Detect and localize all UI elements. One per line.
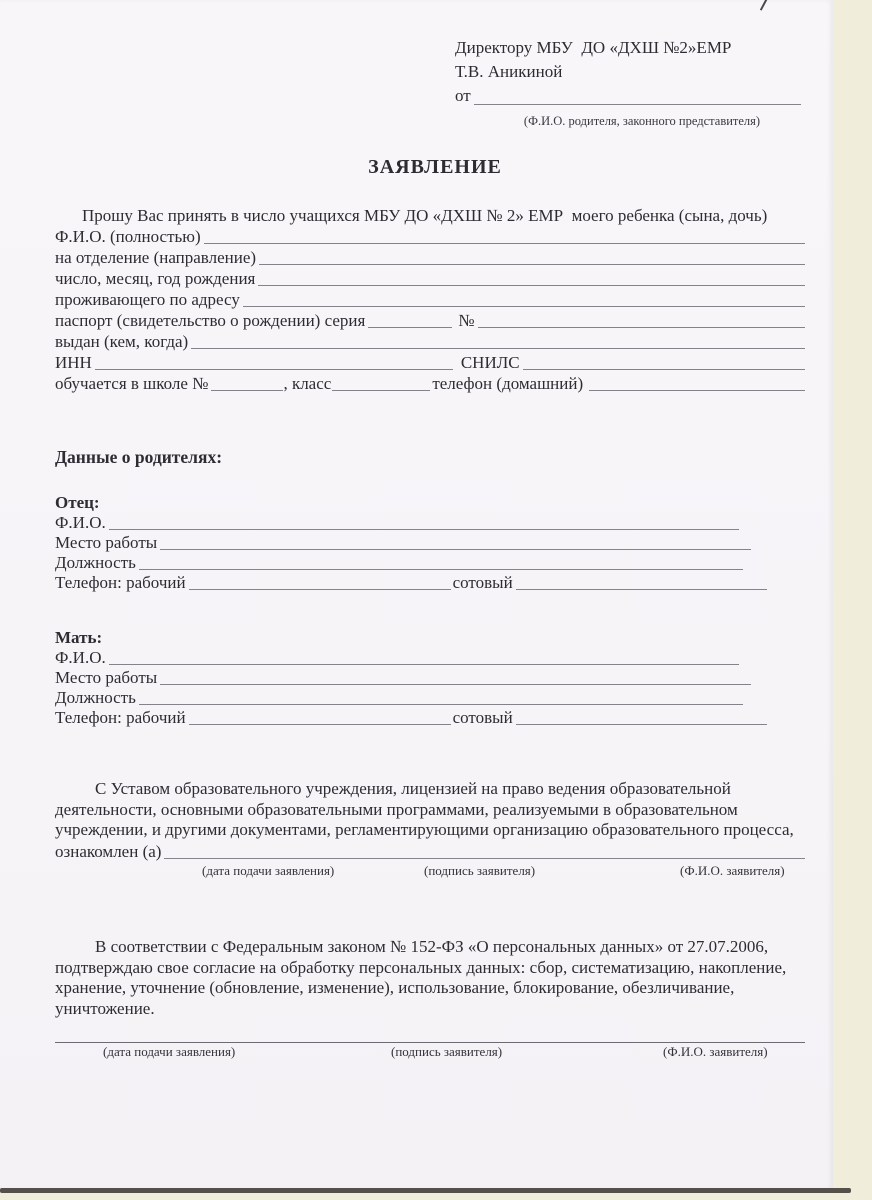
field-row-child-fio: [55, 226, 805, 247]
mother-title: Мать:: [55, 628, 103, 647]
inn-label: ИНН: [55, 353, 92, 372]
mother-work-row: [55, 668, 767, 688]
mother-phone-work-label: Телефон: рабочий: [55, 708, 186, 727]
charter-consent-tail: ознакомлен (а): [55, 841, 162, 861]
father-position-label: Должность: [55, 553, 136, 572]
personal-data-line-2: подтверждаю свое согласие на обработку персональных данных: сбор, систематизацию, накопление,: [55, 957, 787, 977]
personal-data-line-1: В соответствии с Федеральным законом № 152-ФЗ «О персональных данных» от 27.07.2006,: [95, 937, 769, 956]
recipient-line-2: Т.В. Аникиной: [455, 62, 563, 81]
mother-work-label: Место работы: [55, 668, 158, 687]
child-fio-label: Ф.И.О. (полностью): [55, 227, 201, 246]
father-work-blank-line: [160, 549, 751, 550]
charter-caption-fio: (Ф.И.О. заявителя): [680, 862, 785, 878]
mother-position-row: [55, 688, 767, 708]
father-position-blank-line: [139, 569, 743, 570]
form-title: ЗАЯВЛЕНИЕ: [368, 156, 502, 178]
mother-work-blank-line: [160, 684, 751, 685]
snils-label: СНИЛС: [460, 353, 520, 372]
school-label: обучается в школе №: [55, 374, 209, 393]
charter-consent-captions: [55, 862, 805, 879]
mother-phone-cell-label: сотовый: [452, 708, 513, 727]
charter-caption-signature: (подпись заявителя): [424, 862, 536, 878]
recipient-line-1: Директору МБУ ДО «ДХШ №2»ЕМР: [455, 38, 732, 57]
issued-label: выдан (кем, когда): [55, 332, 189, 351]
charter-consent-line-2: деятельности, основными образовательными программами, реализуемыми в образовательном: [55, 799, 738, 819]
charter-consent-blank-line: [164, 858, 805, 859]
parents-heading: Данные о родителях:: [55, 447, 223, 467]
address-blank-line: [243, 306, 805, 307]
phone-home-blank-line: [589, 390, 805, 391]
father-work-label: Место работы: [55, 533, 158, 552]
class-label: , класс: [283, 374, 332, 393]
address-label: проживающего по адресу: [55, 290, 240, 309]
field-row-passport: [55, 310, 805, 331]
inn-blank-line: [95, 369, 453, 370]
charter-consent-line-1: С Уставом образовательного учреждения, лицензией на право ведения образовательной: [95, 779, 731, 798]
father-fio-label: Ф.И.О.: [55, 513, 106, 532]
father-fio-blank-line: [109, 529, 739, 530]
father-section: [55, 492, 767, 593]
mother-section: [55, 627, 767, 728]
from-blank-line: [474, 104, 801, 105]
issued-blank-line: [191, 348, 805, 349]
birthdate-label: число, месяц, год рождения: [55, 269, 256, 288]
mother-phone-work-blank-line: [189, 724, 451, 725]
father-position-row: [55, 553, 767, 573]
passport-number-blank-line: [478, 327, 805, 328]
class-blank-line: [332, 390, 430, 391]
request-section: [55, 205, 805, 394]
father-phone-cell-label: сотовый: [452, 573, 513, 592]
field-row-issued: [55, 331, 805, 352]
father-title: Отец:: [55, 493, 100, 512]
mother-fio-blank-line: [109, 664, 739, 665]
charter-consent-line-3: учреждении, и другими документами, регламентирующими организацию образовательного процесса,: [55, 820, 794, 839]
from-label: от: [455, 86, 471, 105]
mother-position-label: Должность: [55, 688, 136, 707]
recipient-block: [455, 36, 801, 133]
father-phone-work-label: Телефон: рабочий: [55, 573, 186, 592]
from-row: [455, 84, 801, 108]
charter-consent-sign-row: [55, 841, 805, 862]
mother-position-blank-line: [139, 704, 743, 705]
personal-data-sign-blank-line: [55, 1028, 805, 1043]
personal-data-captions: [55, 1043, 805, 1060]
passport-series-blank-line: [368, 327, 452, 328]
charter-consent-section: [55, 779, 805, 879]
father-work-row: [55, 533, 767, 553]
field-row-birthdate: [55, 268, 805, 289]
scan-artifact-mark: [760, 0, 768, 11]
personal-data-consent-section: [55, 937, 805, 1060]
field-row-inn-snils: [55, 352, 805, 373]
department-blank-line: [259, 264, 805, 265]
snils-blank-line: [523, 369, 805, 370]
personal-data-caption-date: (дата подачи заявления): [103, 1044, 236, 1059]
from-caption: (Ф.И.О. родителя, законного представителя): [523, 114, 761, 128]
personal-data-caption-signature: (подпись заявителя): [391, 1044, 503, 1059]
mother-phone-cell-blank-line: [516, 724, 767, 725]
charter-caption-date: (дата подачи заявления): [202, 862, 335, 878]
passport-number-label: №: [458, 311, 475, 330]
field-row-school: [55, 373, 805, 394]
birthdate-blank-line: [258, 285, 805, 286]
father-phone-work-blank-line: [189, 589, 451, 590]
scan-bottom-edge: [0, 1188, 851, 1193]
phone-home-label: телефон (домашний): [432, 374, 584, 393]
field-row-department: [55, 247, 805, 268]
child-fio-blank-line: [204, 243, 805, 244]
father-phone-cell-blank-line: [516, 589, 767, 590]
father-fio-row: [55, 513, 767, 533]
school-number-blank-line: [211, 390, 283, 391]
mother-phones-row: [55, 708, 767, 728]
personal-data-caption-fio: (Ф.И.О. заявителя): [663, 1044, 768, 1059]
request-intro: Прошу Вас принять в число учащихся МБУ ДО «ДХШ № 2» ЕМР моего ребенка (сына, дочь): [82, 206, 768, 225]
father-phones-row: [55, 573, 767, 593]
passport-series-label: паспорт (свидетельство о рождении) серия: [55, 311, 366, 330]
mother-fio-label: Ф.И.О.: [55, 648, 106, 667]
mother-fio-row: [55, 648, 767, 668]
personal-data-line-3: хранение, уточнение (обновление, изменение), использование, блокирование, обезличивание,: [55, 978, 735, 997]
personal-data-line-4: уничтожение.: [55, 998, 155, 1018]
field-row-address: [55, 289, 805, 310]
department-label: на отделение (направление): [55, 248, 257, 267]
